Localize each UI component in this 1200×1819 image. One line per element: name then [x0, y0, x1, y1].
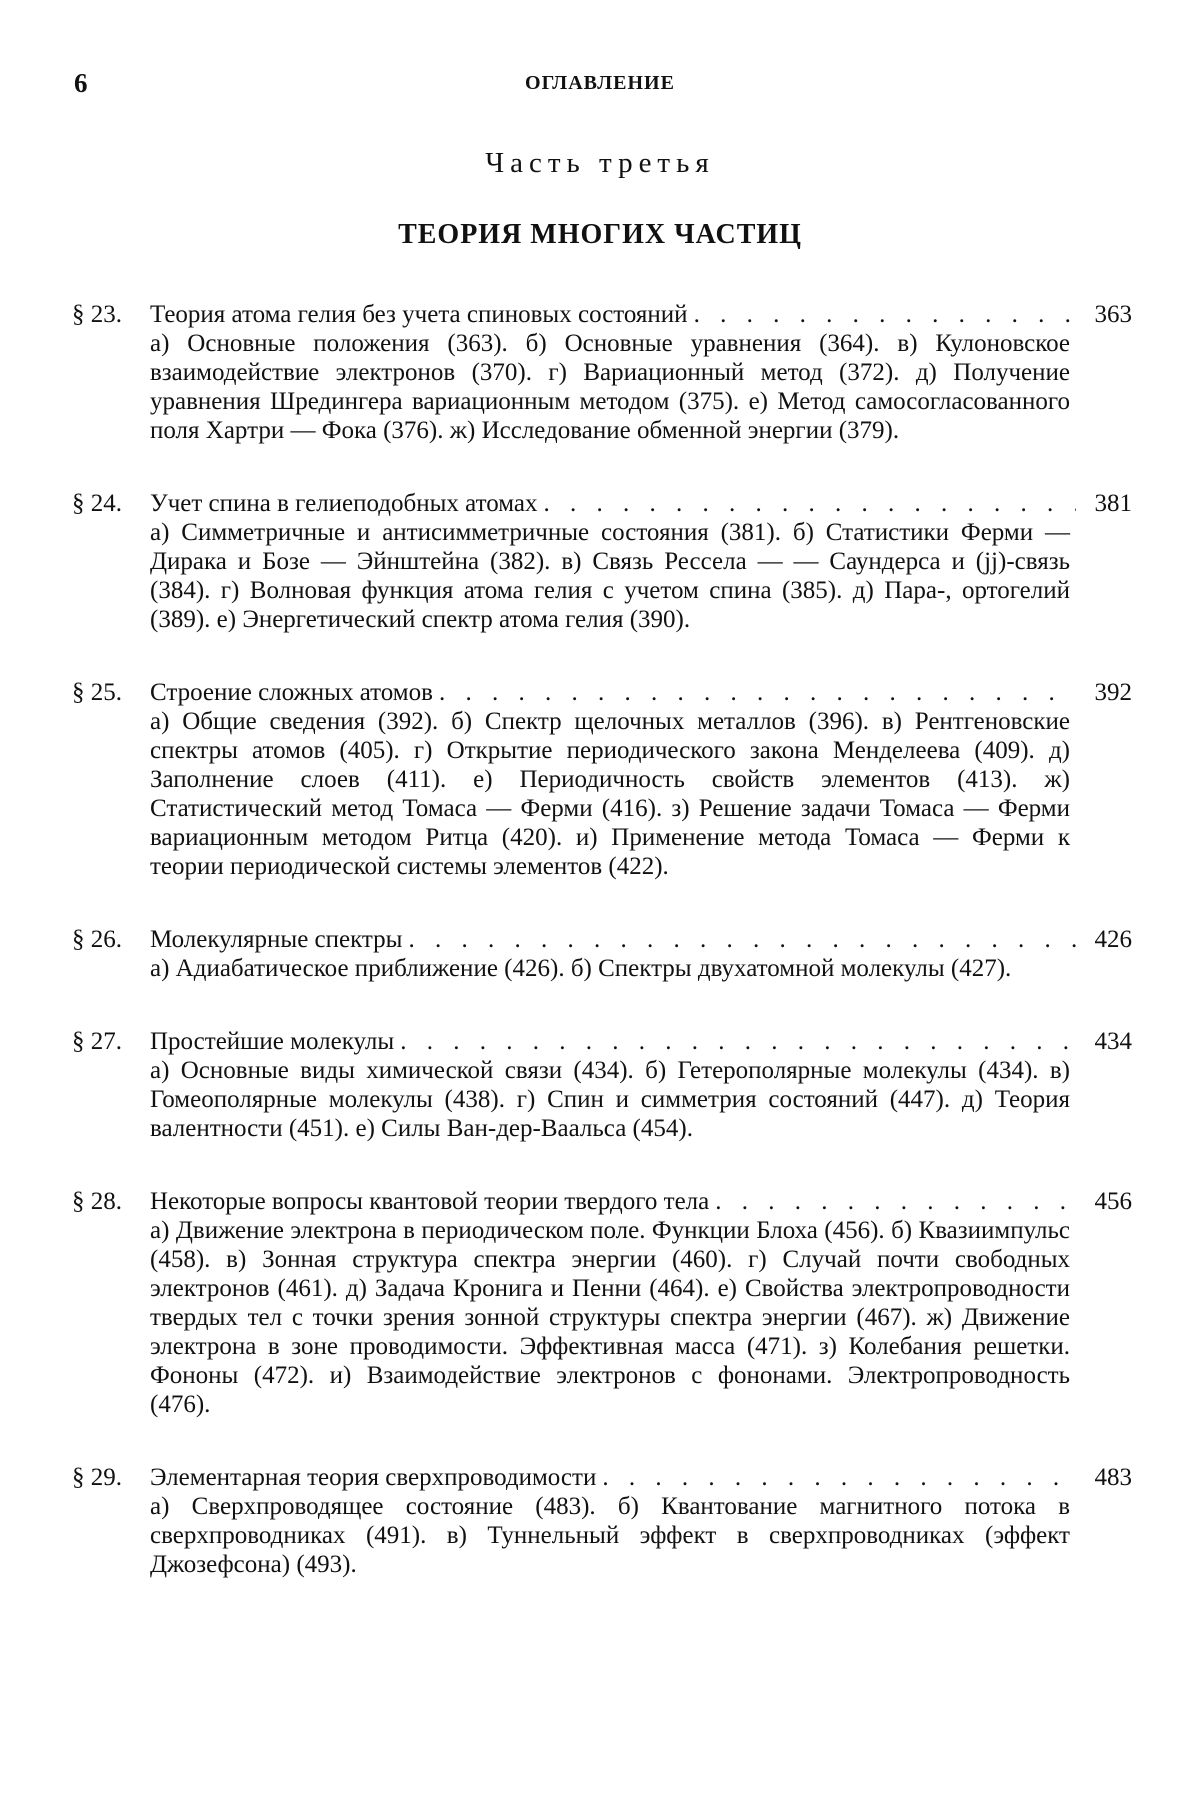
- page-number: 6: [74, 68, 88, 98]
- toc-entry: [72, 1027, 1132, 1143]
- dot-leader: [402, 925, 1076, 954]
- section-number: § 26.: [72, 926, 122, 953]
- section-number: § 28.: [72, 1188, 122, 1215]
- chapter-title: ТЕОРИЯ МНОГИХ ЧАСТИЦ: [398, 219, 802, 250]
- section-title[interactable]: Молекулярные спектры: [150, 926, 403, 953]
- dot-leader: [538, 489, 1077, 518]
- section-title[interactable]: Строение сложных атомов: [150, 679, 433, 706]
- section-number: § 25.: [72, 679, 122, 706]
- dot-leader: [709, 1187, 1076, 1216]
- section-page: 392: [1094, 679, 1132, 706]
- section-contents: а) Основные положения (363). б) Основные уравнения (364). в) Кулоновское взаимодействие электронов (370). г) Вариационный метод (372). д) Получение уравнения Шредингера вариационным методом (375). е) Метод самосогласованного поля Хартри — Фока (376). ж) Исследование обменной энергии (379).: [150, 330, 1070, 444]
- section-number: § 24.: [72, 490, 122, 517]
- section-contents: а) Общие сведения (392). б) Спектр щелочных металлов (396). в) Рентгеновские спектры атомов (405). г) Открытие периодического закона Менделеева (409). д) Заполнение слоев (411). е) Периодичность свойств элементов (413). ж) Статистический метод Томаса — Ферми (416). з) Решение задачи Томаса — Ферми вариационным методом Ритца (420). и) Применение метода Томаса — Ферми к теории периодической системы элементов (422).: [150, 708, 1070, 880]
- section-contents: а) Движение электрона в периодическом поле. Функции Блоха (456). б) Квазиимпульс (458). в) Зонная структура спектра энергии (460). г) Случай почти свободных электронов (461). д) Задача Кронига и Пенни (464). е) Свойства электропроводности твердых тел с точки зрения зонной структуры спектра энергии (467). ж) Движение электрона в зоне проводимости. Эффективная масса (471). з) Колебания решетки. Фононы (472). и) Взаимодействие электронов с фононами. Электропроводность (476).: [150, 1217, 1070, 1418]
- running-head: ОГЛАВЛЕНИЕ: [525, 72, 675, 94]
- section-title[interactable]: Некоторые вопросы квантовой теории твердого тела: [150, 1188, 710, 1215]
- section-page: 483: [1094, 1464, 1132, 1491]
- section-contents: а) Адиабатическое приближение (426). б) Спектры двухатомной молекулы (427).: [150, 955, 1012, 982]
- dot-leader: [394, 1027, 1076, 1056]
- section-number: § 27.: [72, 1028, 122, 1055]
- page-header: [74, 68, 1126, 108]
- section-page: 363: [1094, 301, 1132, 328]
- dot-leader: [433, 678, 1076, 707]
- section-contents: а) Основные виды химической связи (434). б) Гетерополярные молекулы (434). в) Гомеополярные молекулы (438). г) Спин и симметрия состояний (447). д) Теория валентности (451). е) Силы Ван-дер-Ваальса (454).: [150, 1057, 1070, 1142]
- toc-entry: [72, 1463, 1132, 1579]
- toc-entry: [72, 1187, 1132, 1419]
- section-page: 426: [1094, 926, 1132, 953]
- section-title[interactable]: Простейшие молекулы: [150, 1028, 395, 1055]
- section-contents: а) Симметричные и антисимметричные состояния (381). б) Статистики Ферми — Дирака и Бозе — Эйнштейна (382). в) Связь Рессела — — Саундерса и (jj)-связь (384). г) Волновая функция атома гелия с учетом спина (385). д) Пара-, ортогелий (389). е) Энергетический спектр атома гелия (390).: [150, 519, 1070, 633]
- section-number: § 23.: [72, 301, 122, 328]
- section-page: 434: [1094, 1028, 1132, 1055]
- section-contents: а) Сверхпроводящее состояние (483). б) Квантование магнитного потока в сверхпроводниках (491). в) Туннельный эффект в сверхпроводниках (эффект Джозефсона) (493).: [150, 1493, 1070, 1578]
- toc-entry: [72, 925, 1132, 983]
- dot-leader: [688, 300, 1076, 329]
- section-number: § 29.: [72, 1464, 122, 1491]
- toc-entry: [72, 678, 1132, 881]
- section-title[interactable]: Учет спина в гелиеподобных атомах: [150, 490, 538, 517]
- section-title[interactable]: Теория атома гелия без учета спиновых состояний: [150, 301, 688, 328]
- toc-entry: [72, 489, 1132, 634]
- section-title[interactable]: Элементарная теория сверхпроводимости: [150, 1464, 597, 1491]
- toc-entry: [72, 300, 1132, 445]
- part-title: Часть третья: [485, 147, 715, 179]
- dot-leader: [596, 1463, 1076, 1492]
- toc-entries: [72, 300, 1132, 1623]
- section-page: 381: [1094, 490, 1132, 517]
- section-page: 456: [1094, 1188, 1132, 1215]
